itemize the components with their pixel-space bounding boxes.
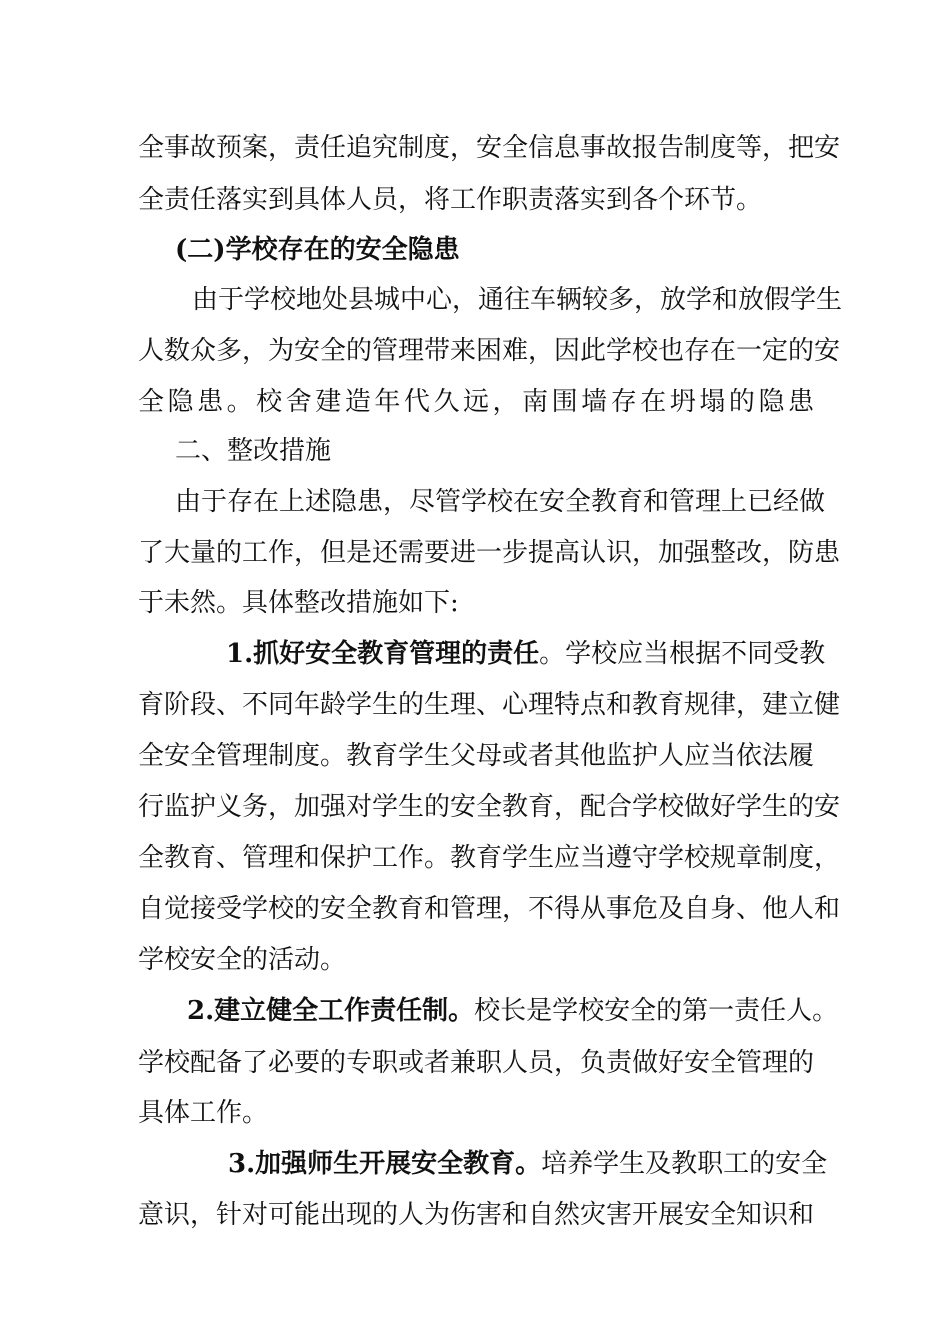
- list-item-1-text: 。学校应当根据不同受教: [539, 639, 826, 669]
- paragraph-line: 由于存在上述隐患，尽管学校在安全教育和管理上已经做: [175, 487, 826, 517]
- list-item-1-first-line: [226, 634, 826, 674]
- paragraph-line: 学校配备了必要的专职或者兼职人员，负责做好安全管理的: [138, 1048, 815, 1078]
- list-item-3-title: 3.加强师生开展安全教育。: [228, 1149, 542, 1179]
- paragraph-line: 意识，针对可能出现的人为伤害和自然灾害开展安全知识和: [138, 1200, 815, 1230]
- paragraph-line: 育阶段、不同年龄学生的生理、心理特点和教育规律，建立健: [138, 690, 841, 720]
- list-item-3-text: 培养学生及教职工的安全: [541, 1149, 828, 1179]
- paragraph-line: 具体工作。: [138, 1098, 269, 1128]
- section-heading-measures: 二、整改措施: [175, 436, 332, 466]
- paragraph-line: 行监护义务，加强对学生的安全教育，配合学校做好学生的安: [138, 792, 841, 822]
- paragraph-line: 于未然。具体整改措施如下:: [138, 588, 459, 618]
- paragraph-line: 自觉接受学校的安全教育和管理，不得从事危及自身、他人和: [138, 894, 841, 924]
- paragraph-line: 全安全管理制度。教育学生父母或者其他监护人应当依法履: [138, 741, 815, 771]
- list-item-1-title: 1.抓好安全教育管理的责任: [226, 639, 540, 669]
- paragraph-line: 全隐患。校舍建造年代久远，南围墙存在坍塌的隐患: [138, 387, 814, 417]
- section-heading-hazards: (二)学校存在的安全隐患: [175, 235, 460, 265]
- list-item-2-title: 2.建立健全工作责任制。: [187, 996, 475, 1026]
- list-item-2-first-line: [187, 991, 839, 1031]
- paragraph-line: 全教育、管理和保护工作。教育学生应当遵守学校规章制度，: [138, 843, 841, 873]
- paragraph-line: 全责任落实到具体人员，将工作职责落实到各个环节。: [138, 185, 763, 215]
- paragraph-line: 学校安全的活动。: [138, 945, 347, 975]
- paragraph-line: 全事故预案，责任追究制度，安全信息事故报告制度等，把安: [138, 133, 841, 163]
- list-item-3-first-line: [228, 1144, 828, 1184]
- paragraph-line: 人数众多，为安全的管理带来困难，因此学校也存在一定的安: [138, 336, 841, 366]
- paragraph-line: 由于学校地处县城中心，通往车辆较多，放学和放假学生: [192, 285, 843, 315]
- paragraph-line: 了大量的工作，但是还需要进一步提高认识，加强整改，防患: [138, 538, 841, 568]
- list-item-2-text: 校长是学校安全的第一责任人。: [474, 996, 839, 1026]
